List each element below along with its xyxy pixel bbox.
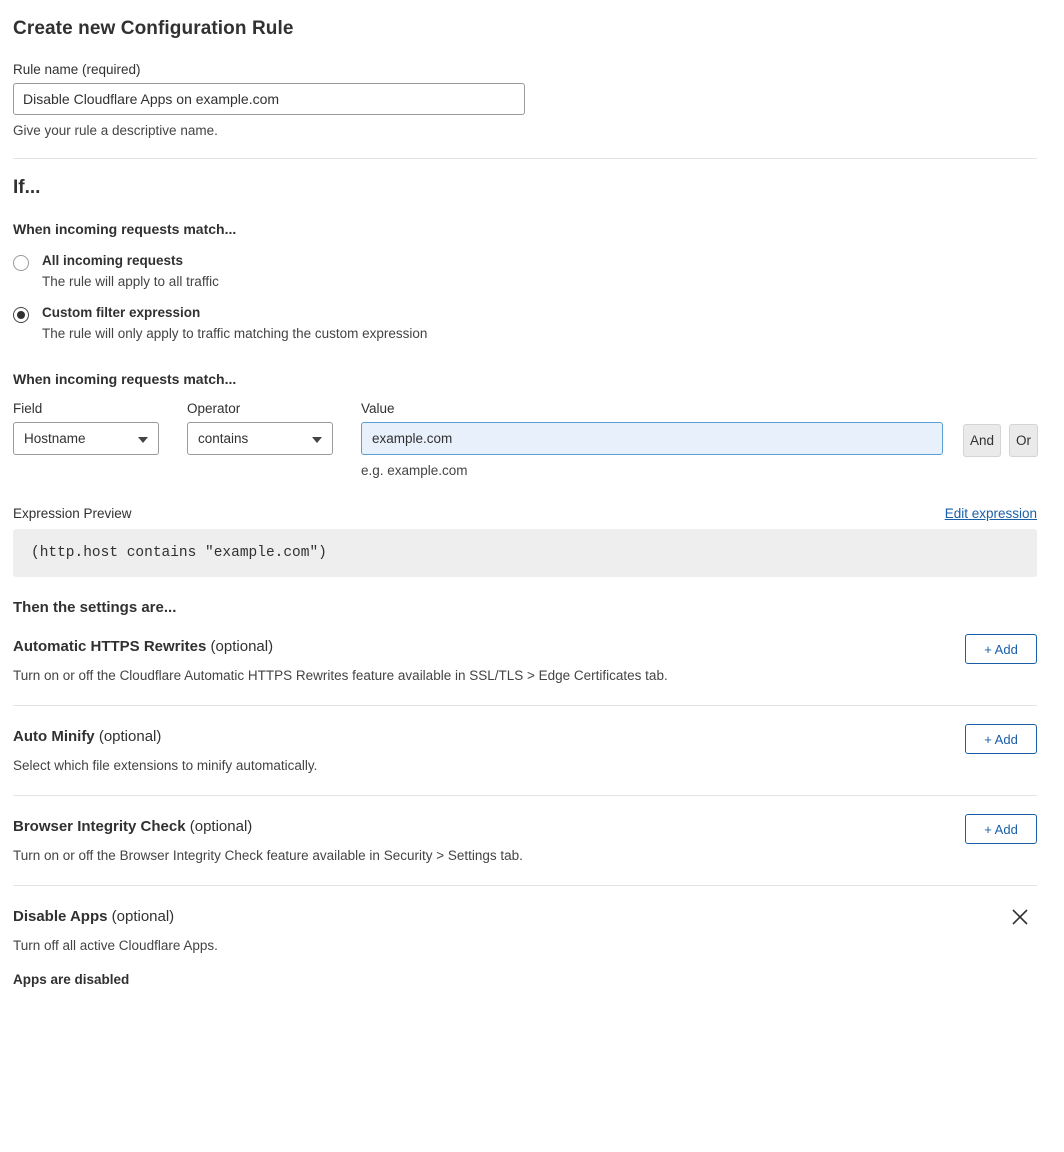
radio-option-all-requests[interactable] [13, 253, 1037, 289]
chevron-down-icon [138, 437, 148, 443]
filter-operator-select[interactable] [187, 422, 333, 455]
rule-name-label: Rule name (required) [13, 62, 141, 77]
setting-title [13, 728, 1037, 745]
close-icon [1009, 906, 1035, 928]
add-button-automatic-https-rewrites[interactable]: + Add [965, 634, 1037, 664]
match-heading: When incoming requests match... [13, 221, 237, 237]
filter-value-label: Value [361, 401, 395, 416]
setting-desc: Select which file extensions to minify automatically. [13, 758, 318, 773]
filter-field-label: Field [13, 401, 43, 416]
expression-preview-label: Expression Preview [13, 506, 132, 521]
setting-optional: (optional) [111, 908, 175, 925]
radio-option-custom-filter[interactable] [13, 305, 1037, 341]
remove-button-disable-apps[interactable] [1009, 904, 1035, 930]
radio-desc-custom-filter: The rule will only apply to traffic matching the custom expression [42, 326, 428, 341]
filter-value-input[interactable] [361, 422, 943, 455]
setting-desc: Turn off all active Cloudflare Apps. [13, 938, 218, 953]
setting-browser-integrity-check [13, 796, 1037, 863]
filter-field-col [13, 401, 159, 455]
setting-name: Automatic HTTPS Rewrites [13, 638, 207, 655]
setting-title [13, 908, 1037, 925]
and-button[interactable]: And [963, 424, 1001, 457]
if-heading: If... [13, 177, 41, 198]
add-button-auto-minify[interactable]: + Add [965, 724, 1037, 754]
setting-name: Disable Apps [13, 908, 108, 925]
page-title: Create new Configuration Rule [13, 18, 294, 39]
setting-optional: (optional) [210, 638, 274, 655]
radio-icon-all-requests[interactable] [13, 255, 29, 271]
setting-auto-minify [13, 706, 1037, 773]
expression-preview-box: (http.host contains "example.com") [13, 529, 1037, 577]
filter-operator-value: contains [198, 431, 249, 446]
filter-builder-row [13, 401, 1037, 478]
setting-optional: (optional) [98, 728, 162, 745]
rule-name-input[interactable] [13, 83, 525, 115]
setting-name: Auto Minify [13, 728, 95, 745]
setting-title [13, 638, 1037, 655]
add-button-browser-integrity-check[interactable]: + Add [965, 814, 1037, 844]
setting-desc: Turn on or off the Cloudflare Automatic HTTPS Rewrites feature available in SSL/TLS > Edge Certificates tab. [13, 668, 668, 683]
radio-icon-custom-filter[interactable] [13, 307, 29, 323]
setting-name: Browser Integrity Check [13, 818, 186, 835]
filter-operator-label: Operator [187, 401, 241, 416]
setting-disable-apps [13, 886, 1037, 987]
or-button[interactable]: Or [1009, 424, 1038, 457]
radio-desc-all-requests: The rule will apply to all traffic [42, 274, 219, 289]
builder-heading: When incoming requests match... [13, 371, 237, 387]
filter-value-col [361, 401, 943, 478]
radio-label-custom-filter: Custom filter expression [42, 305, 201, 320]
rule-name-help: Give your rule a descriptive name. [13, 123, 218, 138]
expression-preview-header [13, 506, 1037, 521]
radio-label-all-requests: All incoming requests [42, 253, 184, 268]
setting-automatic-https-rewrites [13, 616, 1037, 683]
setting-optional: (optional) [189, 818, 253, 835]
filter-field-select[interactable] [13, 422, 159, 455]
setting-status-disable-apps: Apps are disabled [13, 972, 130, 987]
then-heading: Then the settings are... [13, 599, 177, 616]
filter-operator-col [187, 401, 333, 455]
divider [13, 158, 1037, 159]
setting-title [13, 818, 1037, 835]
filter-value-hint: e.g. example.com [361, 463, 468, 478]
setting-desc: Turn on or off the Browser Integrity Check feature available in Security > Settings tab. [13, 848, 523, 863]
chevron-down-icon [312, 437, 322, 443]
filter-field-value: Hostname [24, 431, 86, 446]
edit-expression-link[interactable]: Edit expression [944, 506, 1037, 521]
